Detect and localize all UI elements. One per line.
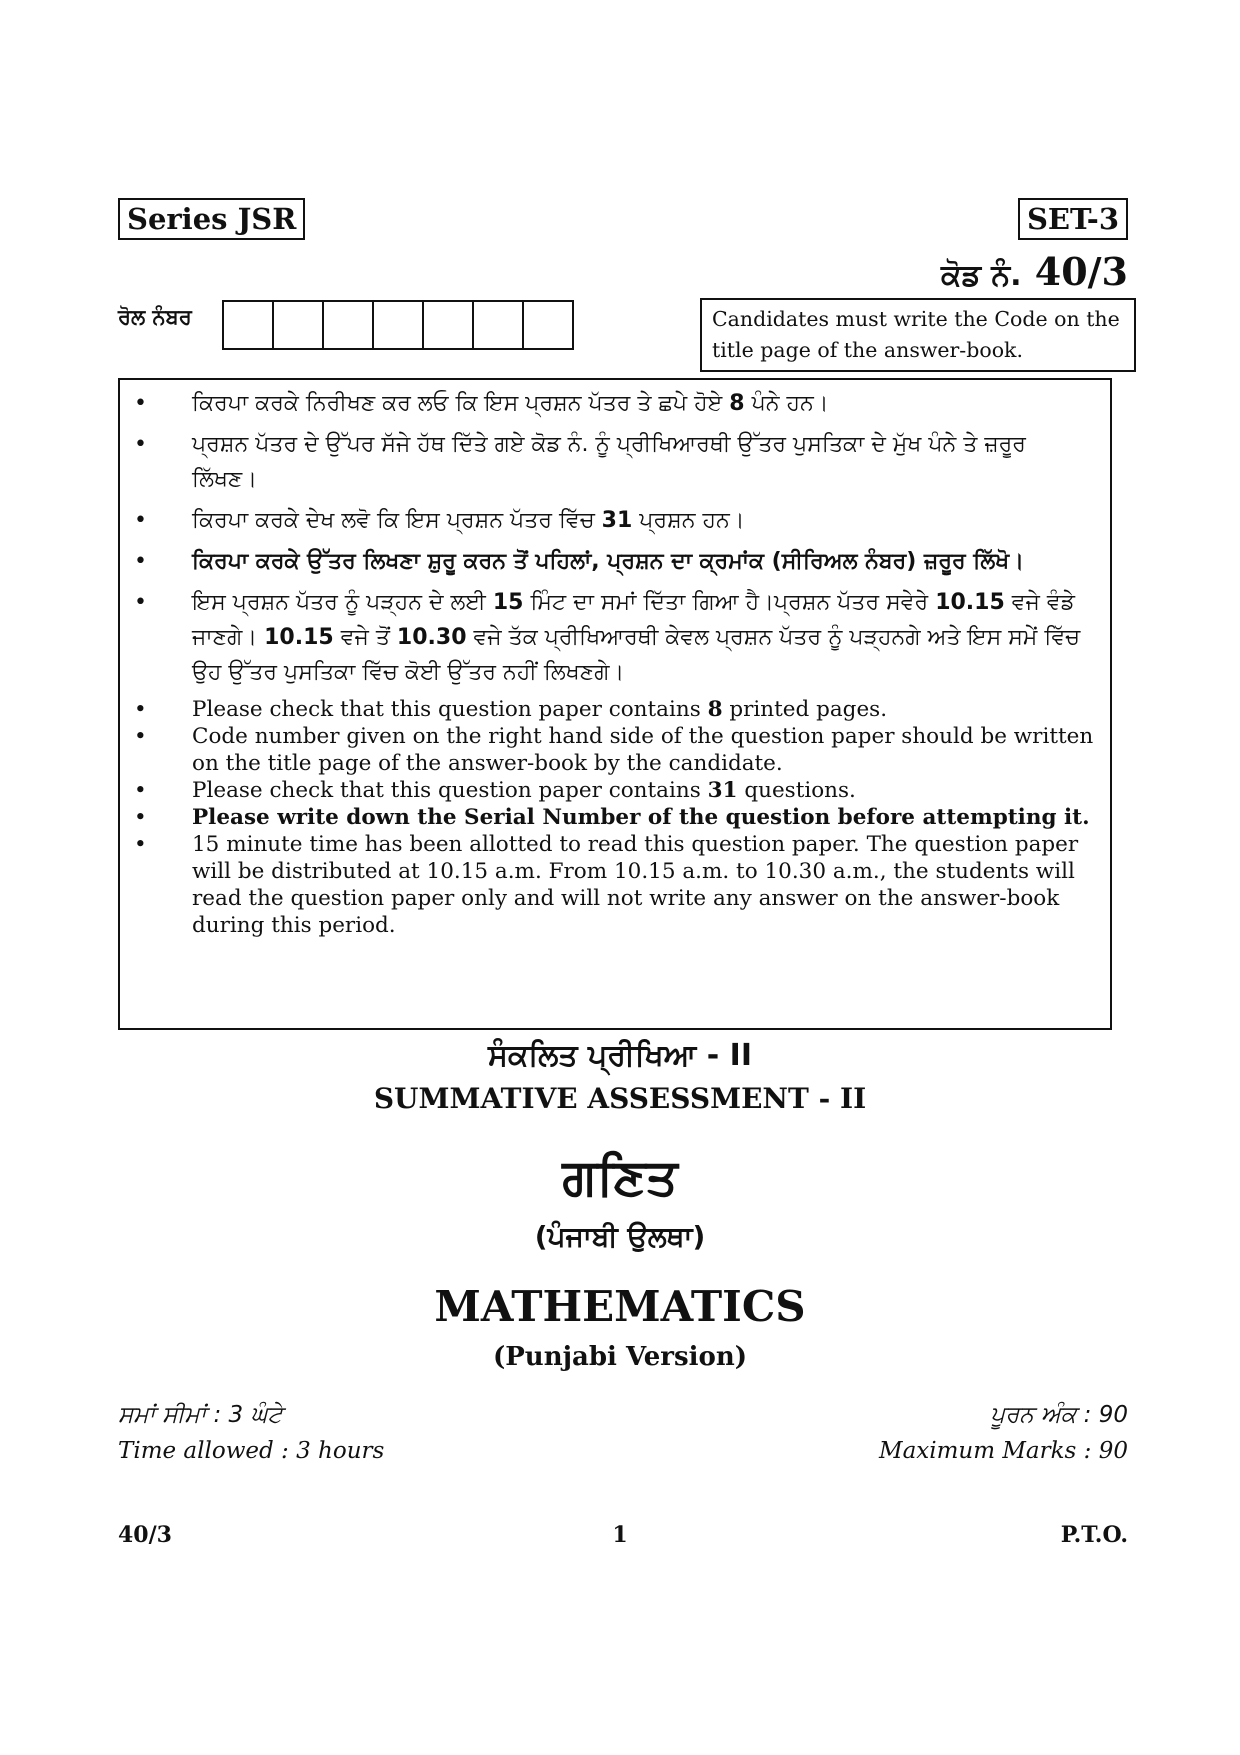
footer-code: 40/3 (118, 1522, 172, 1548)
instructions-box (118, 378, 1112, 1030)
roll-number-label: ਰੋਲ ਨੰਬਰ (118, 305, 192, 329)
assessment-title-english: SUMMATIVE ASSESSMENT - II (373, 1082, 867, 1115)
subject-title-punjabi: ਗਣਿਤ (562, 1148, 678, 1206)
code-note-box: Candidates must write the Code on the title page of the answer-book. (700, 298, 1136, 372)
instruction-item: • ਇਸ ਪ੍ਰਸ਼ਨ ਪੱਤਰ ਨੂੰ ਪੜ੍ਹਨ ਦੇ ਲਈ 15 ਮਿੰਟ ਦਾ ਸਮਾਂ ਦਿੱਤਾ ਗਿਆ ਹੈ।ਪ੍ਰਸ਼ਨ ਪੱਤਰ ਸਵੇਰੇ 10.15 ਵਜੇ ਵੰਡੇ ਜਾਣਗੇ। 10.15 ਵਜੇ ਤੋਂ 10.30 ਵਜੇ ਤੱਕ ਪ੍ਰੀਖਿਆਰਥੀ ਕੇਵਲ ਪ੍ਰਸ਼ਨ ਪੱਤਰ ਨੂੰ ਪੜ੍ਹਨਗੇ ਅਤੇ ਇਸ ਸਮੇਂ ਵਿੱਚ ਉਹ ਉੱਤਰ ਪੁਸਤਿਕਾ ਵਿੱਚ ਕੋਈ ਉੱਤਰ ਨਹੀਂ ਲਿਖਣਗੇ। (120, 585, 1110, 690)
instruction-item: • ਪ੍ਰਸ਼ਨ ਪੱਤਰ ਦੇ ਉੱਪਰ ਸੱਜੇ ਹੱਥ ਦਿੱਤੇ ਗਏ ਕੋਡ ਨੰ. ਨੂੰ ਪ੍ਰੀਖਿਆਰਥੀ ਉੱਤਰ ਪੁਸਤਿਕਾ ਦੇ ਮੁੱਖ ਪੰਨੇ ਤੇ ਜ਼ਰੂਰ ਲਿੱਖਣ। (120, 427, 1110, 497)
instruction-item: • ਕਿਰਪਾ ਕਰਕੇ ਉੱਤਰ ਲਿਖਣਾ ਸ਼ੁਰੂ ਕਰਨ ਤੋਂ ਪਹਿਲਾਂ, ਪ੍ਰਸ਼ਨ ਦਾ ਕ੍ਰਮਾਂਕ (ਸੀਰਿਅਲ ਨੰਬਰ) ਜ਼ਰੂਰ ਲਿੱਖੋ। (120, 544, 1110, 579)
roll-number-boxes (222, 300, 574, 350)
instruction-item: • ਕਿਰਪਾ ਕਰਕੇ ਦੇਖ ਲਵੋ ਕਿ ਇਸ ਪ੍ਰਸ਼ਨ ਪੱਤਰ ਵਿੱਚ 31 ਪ੍ਰਸ਼ਨ ਹਨ। (120, 503, 1110, 538)
instruction-item: • Please write down the Serial Number of the question before attempting it. (120, 804, 1110, 831)
time-allowed-punjabi: ਸਮਾਂ ਸੀਮਾਂ : 3 ਘੰਟੇ (118, 1402, 283, 1428)
subject-title-english: MATHEMATICS (434, 1282, 806, 1331)
code-label: ਕੋਡ ਨੰ. (941, 258, 1022, 293)
instruction-item: • 15 minute time has been allotted to read this question paper. The question paper will be distributed at 10.15 a.m. From 10.15 a.m. to 10.30 a.m., the students will read the question paper only and will not write any answer on the answer-book during this period. (120, 831, 1110, 939)
version-english: (Punjabi Version) (492, 1342, 748, 1372)
roll-box (272, 302, 322, 348)
time-allowed-english: Time allowed : 3 hours (118, 1438, 385, 1464)
code-number: 40/3 (1034, 249, 1128, 294)
max-marks-english: Maximum Marks : 90 (879, 1438, 1128, 1464)
roll-box (472, 302, 522, 348)
roll-box (372, 302, 422, 348)
code-number-line (941, 250, 1128, 298)
set-label: SET-3 (1018, 198, 1128, 240)
instruction-item: • Code number given on the right hand side of the question paper should be written on the title page of the answer-book by the candidate. (120, 723, 1110, 777)
roll-box (522, 302, 572, 348)
roll-box (322, 302, 372, 348)
series-label: Series JSR (118, 198, 305, 240)
assessment-title-punjabi: ਸੰਕਲਿਤ ਪ੍ਰੀਖਿਆ - II (488, 1038, 752, 1073)
instructions-punjabi (120, 386, 1110, 690)
roll-box (422, 302, 472, 348)
version-punjabi: (ਪੰਜਾਬੀ ਉਲਥਾ) (534, 1220, 706, 1253)
instructions-english (120, 696, 1110, 939)
instruction-item: • ਕਿਰਪਾ ਕਰਕੇ ਨਿਰੀਖਣ ਕਰ ਲਓ ਕਿ ਇਸ ਪ੍ਰਸ਼ਨ ਪੱਤਰ ਤੇ ਛਪੇ ਹੋਏ 8 ਪੰਨੇ ਹਨ। (120, 386, 1110, 421)
page-number: 1 (612, 1522, 628, 1548)
instruction-item: • Please check that this question paper contains 31 questions. (120, 777, 1110, 804)
pto-label: P.T.O. (1060, 1522, 1128, 1548)
roll-box (224, 302, 272, 348)
max-marks-punjabi: ਪੂਰਨ ਅੰਕ : 90 (990, 1402, 1128, 1428)
instruction-item: • Please check that this question paper contains 8 printed pages. (120, 696, 1110, 723)
